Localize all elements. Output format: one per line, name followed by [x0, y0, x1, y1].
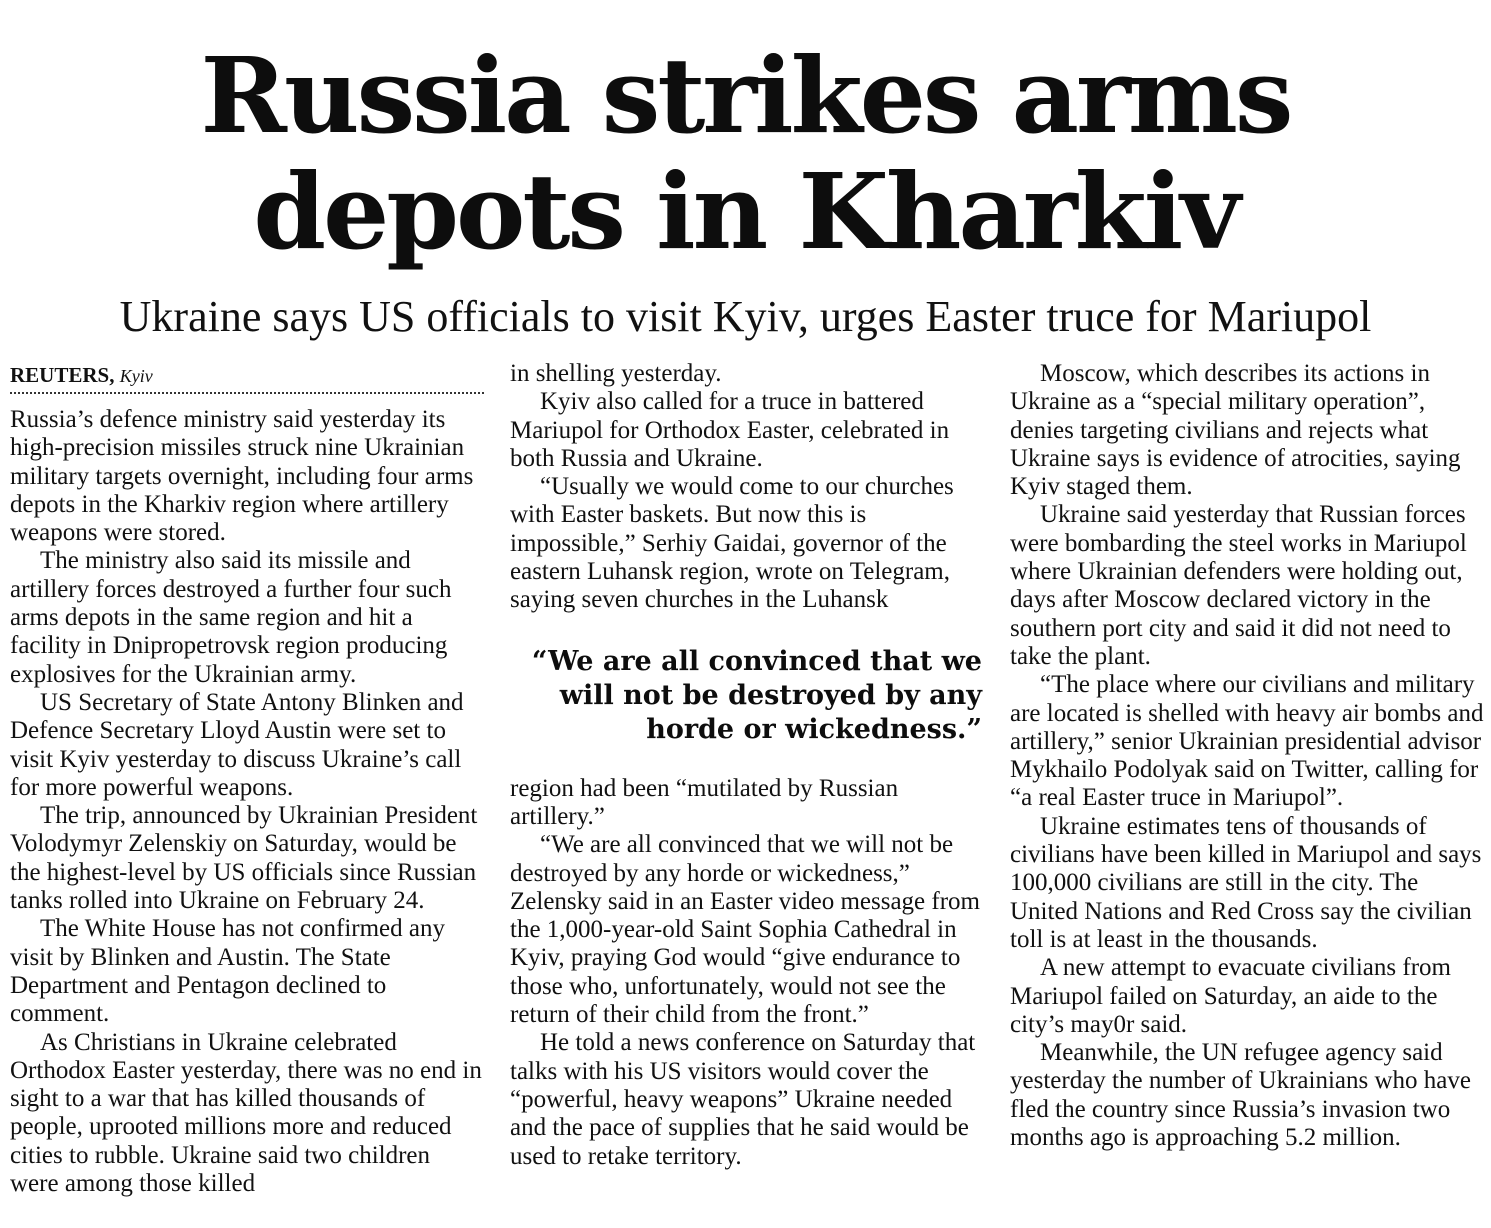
paragraph: Moscow, which describes its actions in Ukraine as a “special military operation”, denies targeting civilians and rejects what Ukraine says is evidence of atrocities, saying Kyiv staged them.	[1010, 360, 1461, 501]
paragraph: region had been “mutilated by Russian artillery.”	[510, 774, 899, 830]
paragraph: “The place where our civilians and military are located is shelled with heavy air bombs and artillery,” senior Ukrainian presidential advisor Mykhailo Podolyak said on Twitter, calling for “a real Easter truce in Mariupol”.	[1010, 671, 1484, 812]
article-column-2	[510, 360, 986, 1171]
paragraph: He told a news conference on Saturday that talks with his US visitors would cover the “powerful, heavy weapons” Ukraine needed and the pace of supplies that he said would be used to retake territory.	[510, 1029, 976, 1170]
article-column-1	[10, 360, 484, 1198]
paragraph: As Christians in Ukraine celebrated Orthodox Easter yesterday, there was no end in sight to a war that has killed thousands of people, uprooted millions more and reduced cities to rubble. Ukraine said two children were among those killed	[10, 1028, 482, 1198]
byline	[10, 360, 484, 394]
paragraph: Kyiv also called for a truce in battered Mariupol for Orthodox Easter, celebrated in both Russia and Ukraine.	[510, 388, 950, 472]
article-column-3	[1010, 360, 1486, 1152]
paragraph: The White House has not confirmed any visit by Blinken and Austin. The State Department and Pentagon declined to comment.	[10, 915, 445, 1028]
paragraph: US Secretary of State Antony Blinken and Defence Secretary Lloyd Austin were set to visit Kyiv yesterday to discuss Ukraine’s call for more powerful weapons.	[10, 688, 464, 801]
paragraph: A new attempt to evacuate civilians from Mariupol failed on Saturday, an aide to the city’s may0r said.	[1010, 954, 1451, 1038]
headline-line-1: Russia strikes arms	[200, 34, 1291, 157]
byline-agency: REUTERS,	[10, 363, 115, 387]
headline-line-2: depots in Kharkiv	[253, 150, 1238, 273]
paragraph: Meanwhile, the UN refugee agency said yesterday the number of Ukrainians who have fled the country since Russia’s invasion two months ago is approaching 5.2 million.	[1010, 1039, 1471, 1152]
paragraph: The ministry also said its missile and artillery forces destroyed a further four such arms depots in the same region and hit a facility in Dnipropetrovsk region producing explosives for the Ukrainian army.	[10, 547, 452, 688]
pull-quote: “We are all convinced that we will not be destroyed by any horde or wickedness.”	[531, 645, 982, 745]
paragraph: Ukraine estimates tens of thousands of civilians have been killed in Mariupol and says 100,000 civilians are still in the city. The United Nations and Red Cross say the civilian toll is at least in the thousands.	[1010, 812, 1482, 953]
paragraph: “Usually we would come to our churches with Easter baskets. But now this is impossible,” Serhiy Gaidai, governor of the eastern Luhansk region, wrote on Telegram, saying seven churches in the Luhansk	[510, 473, 954, 614]
paragraph: in shelling yesterday.	[510, 360, 722, 387]
paragraph: The trip, announced by Ukrainian President Volodymyr Zelenskiy on Saturday, would be the highest-level by US officials since Russian tanks rolled into Ukraine on February 24.	[10, 802, 478, 915]
paragraph: “We are all convinced that we will not be destroyed by any horde or wickedness,” Zelensky said in an Easter video message from the 1,000-year-old Saint Sophia Cathedral in Kyiv, praying God would “give endurance to those who, unfortunately, would not see the return of their child from the front.”	[510, 831, 980, 1029]
paragraph: Russia’s defence ministry said yesterday its high-precision missiles struck nine Ukrainian military targets overnight, including four arms depots in the Kharkiv region where artillery weapons were stored.	[10, 406, 474, 547]
subheadline: Ukraine says US officials to visit Kyiv, urges Easter truce for Mariupol	[119, 292, 1372, 341]
byline-dateline: Kyiv	[119, 366, 153, 386]
headline	[0, 34, 1491, 273]
paragraph: Ukraine said yesterday that Russian forces were bombarding the steel works in Mariupol where Ukrainian defenders were holding out, days after Moscow declared victory in the southern port city and said it did not need to take the plant.	[1010, 501, 1467, 670]
